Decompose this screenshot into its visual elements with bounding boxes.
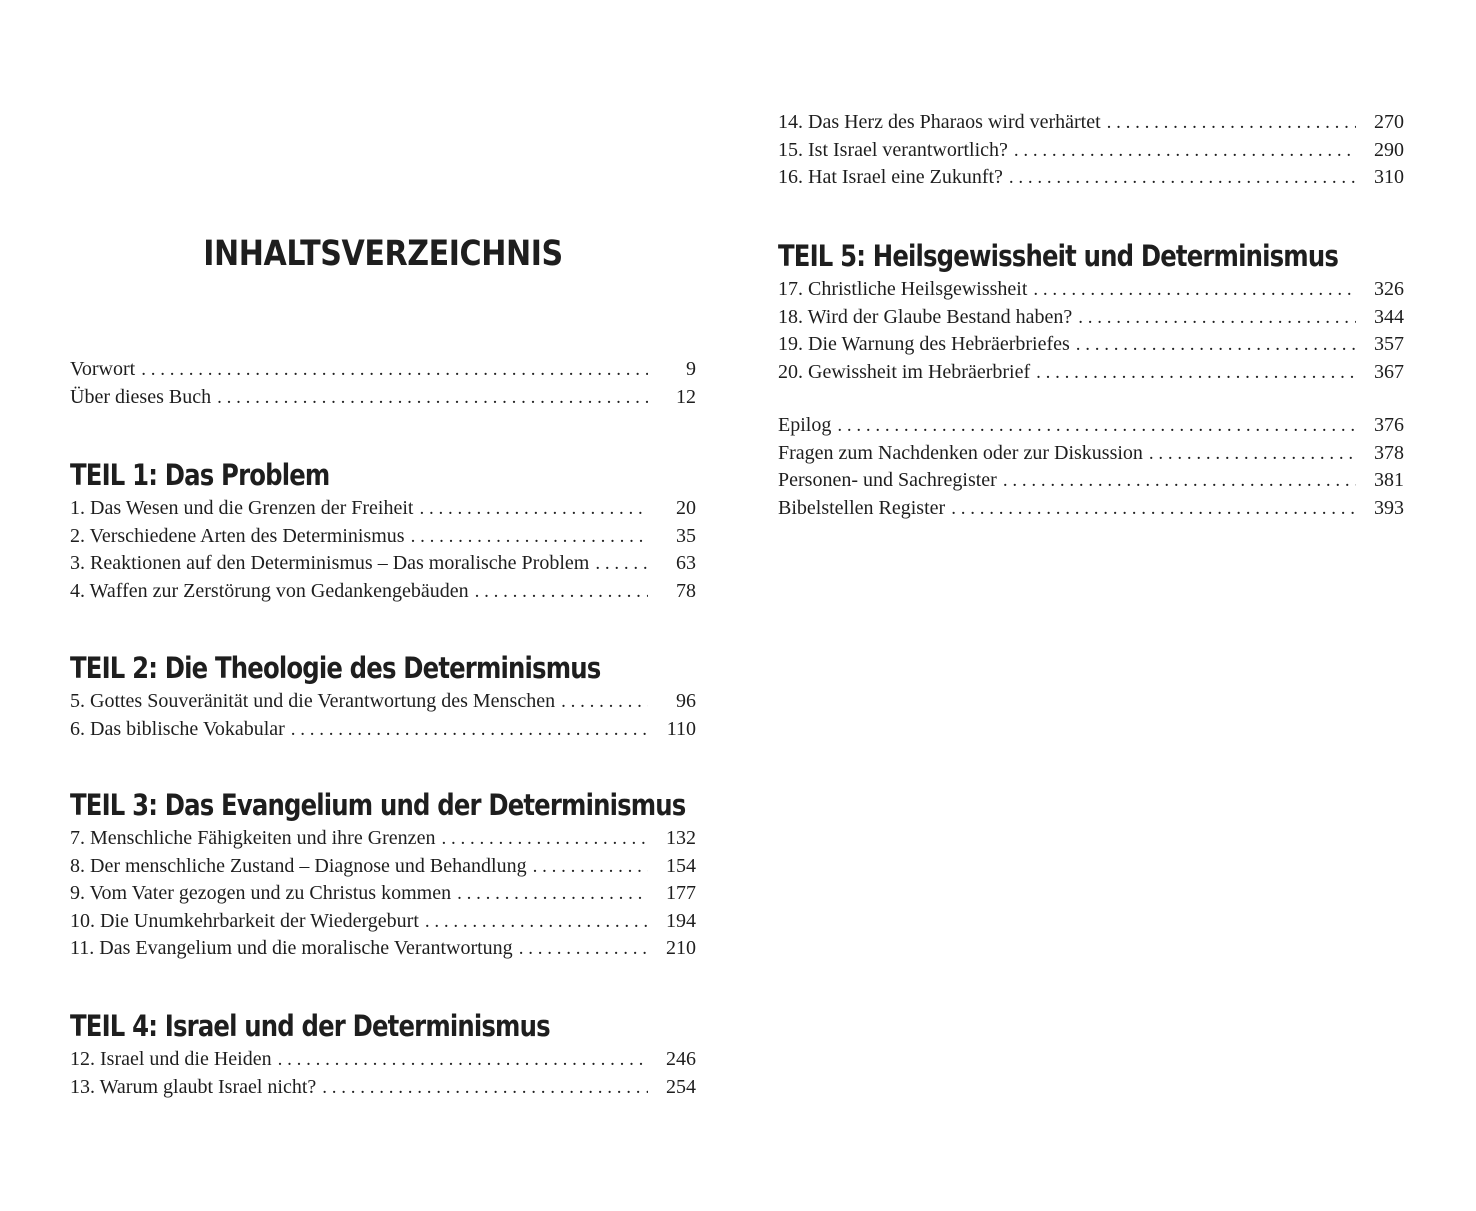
dot-leader	[951, 495, 1356, 523]
entry-title: 14. Das Herz des Pharaos wird verhärtet	[778, 111, 1101, 133]
dot-leader	[419, 495, 648, 523]
entry-page: 9	[686, 358, 696, 380]
dot-leader	[425, 908, 648, 936]
toc-entry-epilog[interactable]	[778, 412, 1404, 440]
entry-title: 12. Israel und die Heiden	[70, 1048, 272, 1070]
toc-entry-vorwort[interactable]	[70, 356, 696, 384]
back-matter-section	[778, 412, 1404, 522]
entry-page: 110	[666, 717, 696, 740]
part-3-section	[70, 785, 696, 963]
toc-entry-personenregister[interactable]	[778, 467, 1404, 495]
entry-page: 254	[666, 1075, 696, 1098]
dot-leader	[1078, 304, 1356, 332]
entry-title: 15. Ist Israel verantwortlich?	[778, 138, 1008, 161]
part-2-section	[70, 648, 696, 743]
dot-leader	[457, 880, 648, 908]
entry-page: 378	[1374, 441, 1404, 464]
entry-title: 2. Verschiedene Arten des Determinismus	[70, 524, 405, 547]
dot-leader	[1036, 359, 1356, 387]
part-1-section	[70, 455, 696, 605]
entry-title: 6. Das biblische Vokabular	[70, 717, 285, 740]
dot-leader	[837, 412, 1356, 440]
entry-page: 357	[1374, 333, 1404, 355]
dot-leader	[561, 688, 648, 716]
part-heading: TEIL 5: Heilsgewissheit und Determinismus	[778, 239, 1338, 273]
dot-leader	[1107, 109, 1356, 137]
toc-entry-bibelstellenregister[interactable]	[778, 495, 1404, 523]
entry-page: 344	[1374, 305, 1404, 328]
entry-title: 16. Hat Israel eine Zukunft?	[778, 166, 1003, 188]
entry-page: 381	[1374, 469, 1404, 491]
toc-entry[interactable]	[70, 935, 696, 963]
dot-leader	[141, 356, 648, 384]
entry-title: Fragen zum Nachdenken oder zur Diskussion	[778, 441, 1143, 464]
entry-title: 11. Das Evangelium und die moralische Verantwortung	[70, 937, 513, 959]
entry-page: 210	[666, 937, 696, 959]
part-4-section	[70, 1006, 696, 1101]
entry-page: 132	[666, 827, 696, 849]
entry-page: 12	[676, 385, 696, 408]
toc-entry[interactable]	[778, 276, 1404, 304]
entry-title: 9. Vom Vater gezogen und zu Christus kommen	[70, 882, 452, 904]
part-4-continued-section	[778, 109, 1404, 192]
dot-leader	[519, 935, 648, 963]
entry-title: 19. Die Warnung des Hebräerbriefes	[778, 333, 1070, 355]
entry-page: 154	[666, 854, 696, 877]
toc-entry[interactable]	[70, 523, 696, 551]
entry-page: 376	[1374, 414, 1404, 436]
entry-page: 35	[676, 524, 696, 547]
entry-page: 393	[1374, 496, 1404, 519]
entry-title: 7. Menschliche Fähigkeiten und ihre Grenzen	[70, 827, 436, 849]
entry-page: 290	[1374, 138, 1404, 161]
part-5-section	[778, 236, 1404, 386]
part-heading: TEIL 1: Das Problem	[70, 458, 330, 492]
dot-leader	[411, 523, 648, 551]
entry-page: 96	[676, 690, 696, 712]
toc-entry[interactable]	[70, 1046, 696, 1074]
front-matter-section	[70, 356, 696, 411]
part-heading: TEIL 3: Das Evangelium und der Determinismus	[70, 788, 686, 822]
toc-entry[interactable]	[70, 1074, 696, 1102]
entry-title: 18. Wird der Glaube Bestand haben?	[778, 305, 1073, 328]
toc-entry[interactable]	[778, 359, 1404, 387]
toc-entry[interactable]	[70, 688, 696, 716]
toc-entry[interactable]	[778, 304, 1404, 332]
entry-title: Bibelstellen Register	[778, 496, 946, 519]
toc-entry[interactable]	[778, 164, 1404, 192]
dot-leader	[441, 825, 648, 853]
toc-entry[interactable]	[70, 550, 696, 578]
entry-title: Epilog	[778, 414, 832, 436]
toc-title: INHALTSVERZEICHNIS	[203, 234, 563, 274]
entry-title: Über dieses Buch	[70, 385, 212, 408]
entry-page: 270	[1374, 111, 1404, 133]
entry-page: 20	[676, 497, 696, 519]
entry-title: 1. Das Wesen und die Grenzen der Freiheit	[70, 497, 414, 519]
entry-title: 5. Gottes Souveränität und die Verantwortung des Menschen	[70, 690, 556, 712]
dot-leader	[278, 1046, 648, 1074]
dot-leader	[595, 550, 648, 578]
entry-title: 10. Die Unumkehrbarkeit der Wiedergeburt	[70, 909, 419, 932]
toc-entry-ueber-dieses-buch[interactable]	[70, 384, 696, 412]
toc-entry[interactable]	[70, 908, 696, 936]
toc-entry[interactable]	[70, 578, 696, 606]
entry-title: 3. Reaktionen auf den Determinismus – Das moralische Problem	[70, 552, 590, 574]
entry-title: 8. Der menschliche Zustand – Diagnose und Behandlung	[70, 854, 527, 877]
entry-page: 177	[666, 882, 696, 904]
dot-leader	[533, 853, 648, 881]
dot-leader	[322, 1074, 648, 1102]
entry-title: 20. Gewissheit im Hebräerbrief	[778, 360, 1031, 383]
dot-leader	[1003, 467, 1356, 495]
part-heading: TEIL 2: Die Theologie des Determinismus	[70, 651, 601, 685]
dot-leader	[475, 578, 648, 606]
dot-leader	[1014, 137, 1356, 165]
toc-entry[interactable]	[70, 880, 696, 908]
entry-title: 17. Christliche Heilsgewissheit	[778, 278, 1028, 300]
toc-entry[interactable]	[70, 825, 696, 853]
toc-entry[interactable]	[778, 109, 1404, 137]
entry-page: 326	[1374, 278, 1404, 300]
entry-page: 78	[676, 579, 696, 602]
toc-entry[interactable]	[70, 853, 696, 881]
entry-title: 4. Waffen zur Zerstörung von Gedankengebäuden	[70, 579, 469, 602]
dot-leader	[1149, 440, 1356, 468]
dot-leader	[217, 384, 648, 412]
dot-leader	[291, 716, 648, 744]
entry-page: 367	[1374, 360, 1404, 383]
toc-entry[interactable]	[778, 137, 1404, 165]
toc-entry[interactable]	[778, 331, 1404, 359]
entry-page: 310	[1374, 166, 1404, 188]
entry-title: Personen- und Sachregister	[778, 469, 997, 491]
entry-title: 13. Warum glaubt Israel nicht?	[70, 1075, 317, 1098]
entry-page: 63	[676, 552, 696, 574]
entry-page: 246	[666, 1048, 696, 1070]
toc-entry[interactable]	[70, 716, 696, 744]
part-heading: TEIL 4: Israel und der Determinismus	[70, 1009, 550, 1043]
dot-leader	[1076, 331, 1356, 359]
toc-entry-fragen[interactable]	[778, 440, 1404, 468]
toc-entry[interactable]	[70, 495, 696, 523]
entry-title: Vorwort	[70, 358, 136, 380]
dot-leader	[1033, 276, 1356, 304]
entry-page: 194	[666, 909, 696, 932]
dot-leader	[1009, 164, 1356, 192]
